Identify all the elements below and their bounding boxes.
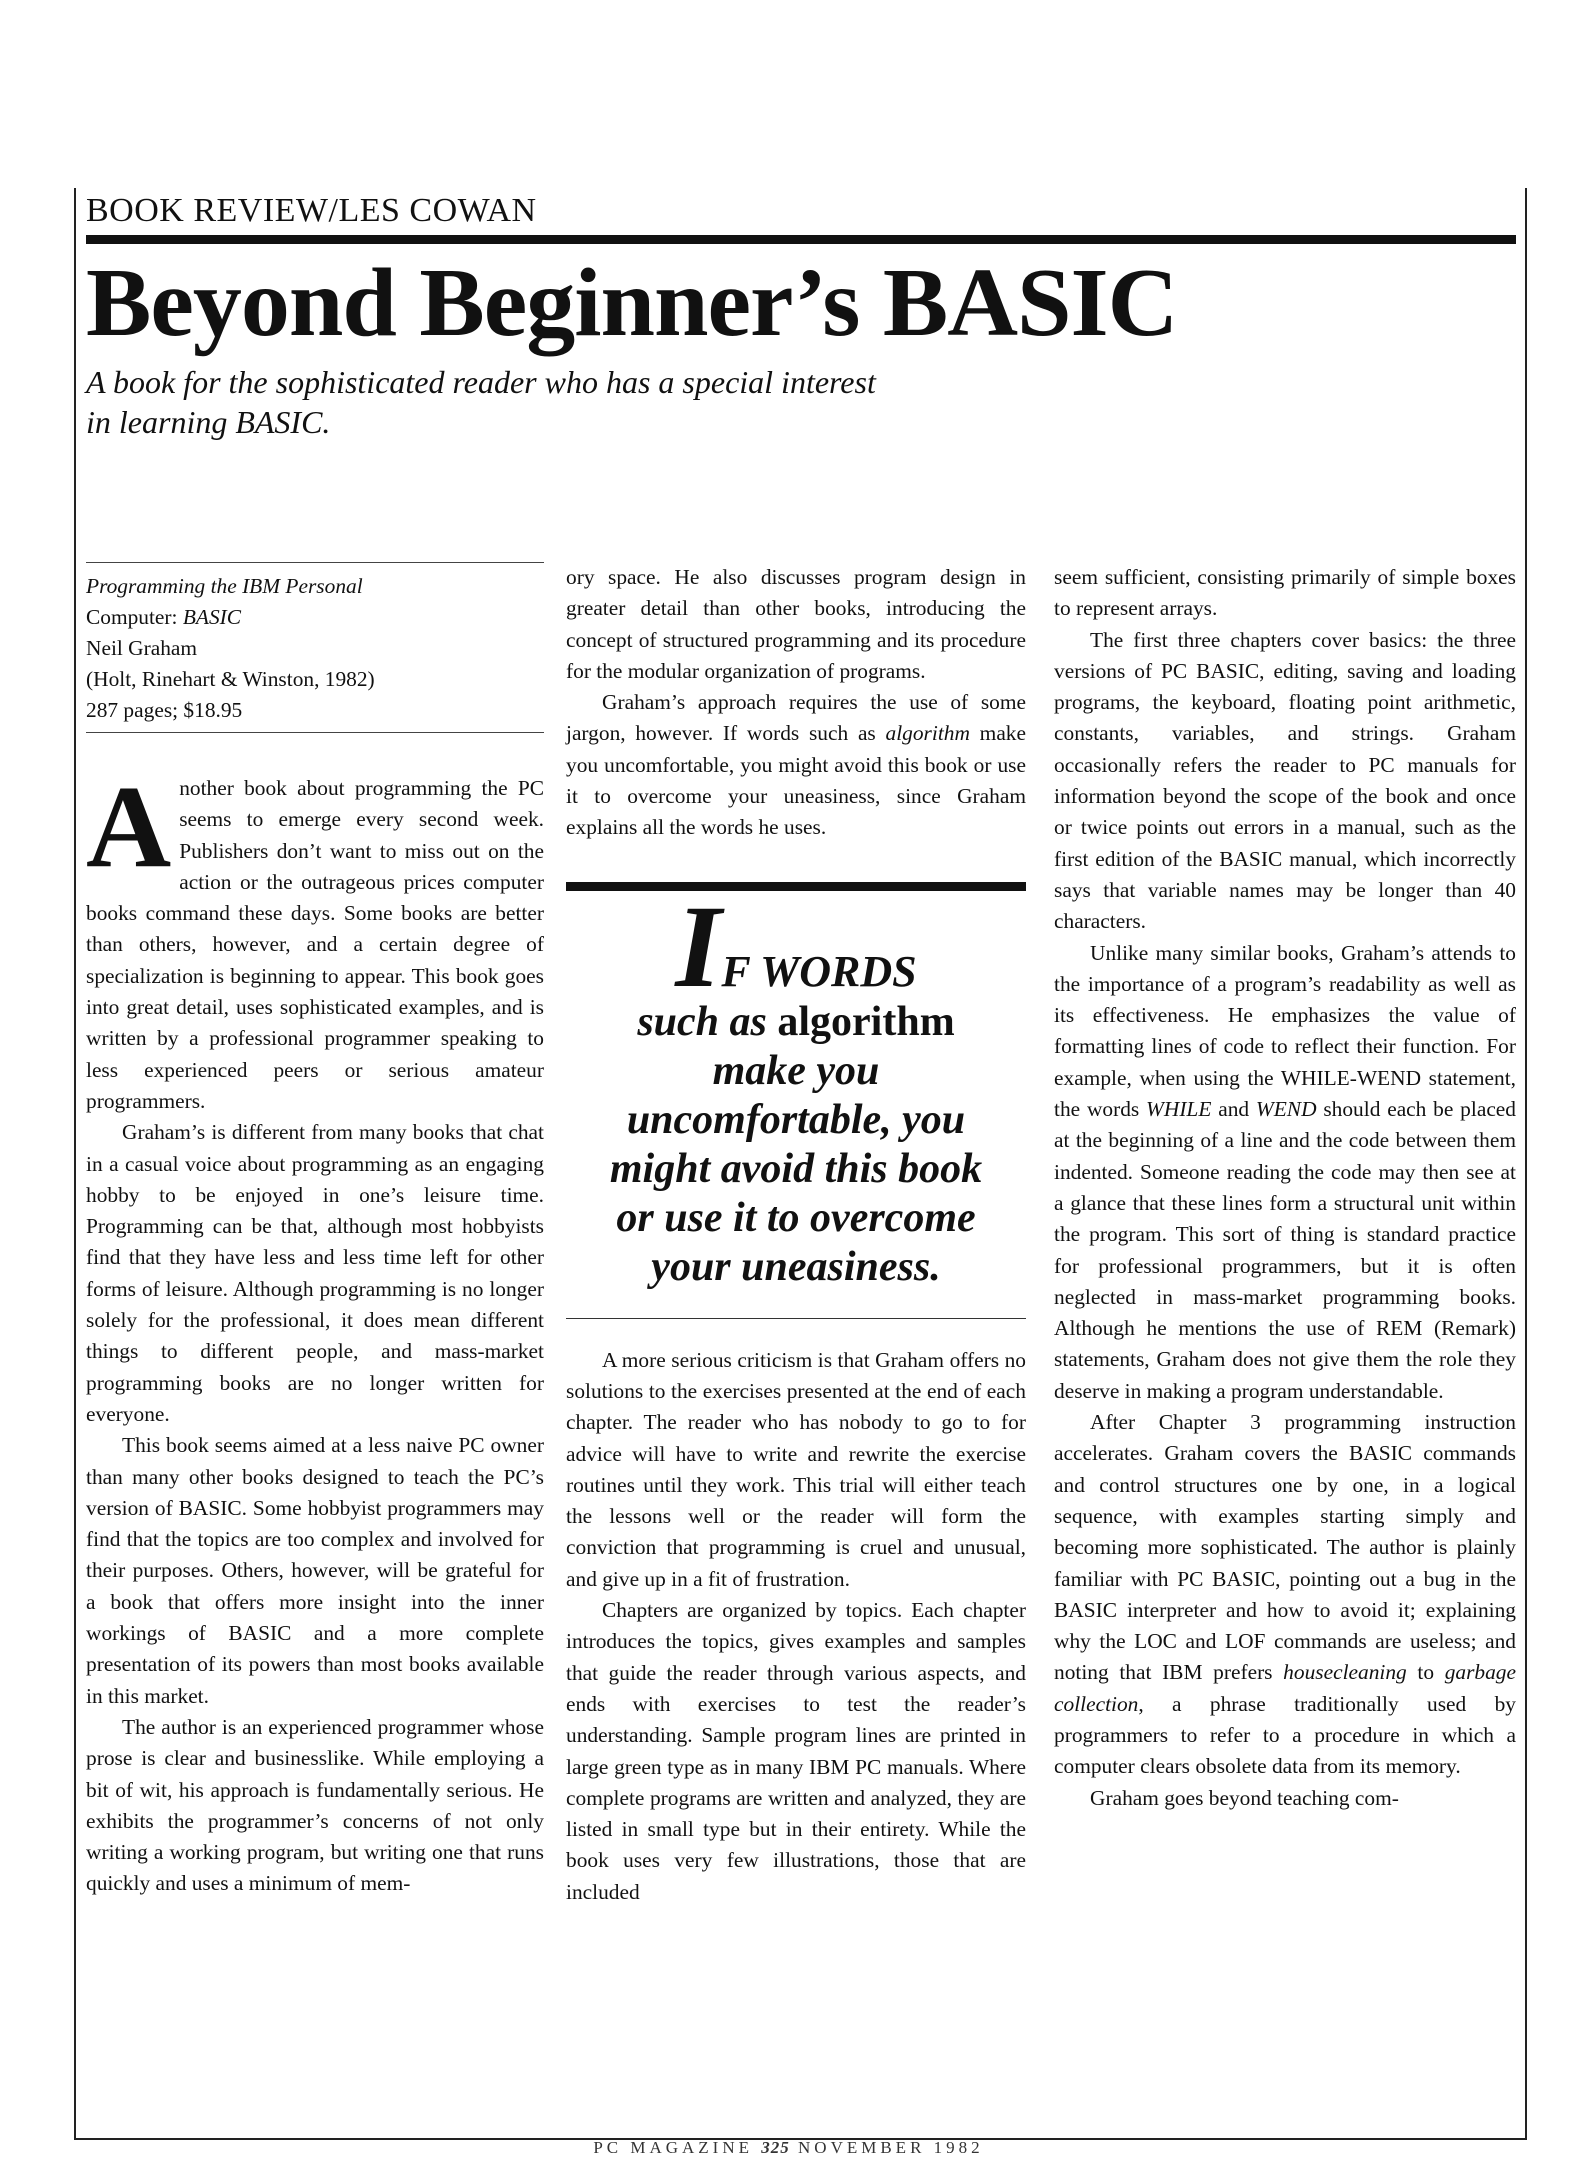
- pull-quote-cap: I: [675, 880, 722, 1012]
- col2-p2-b: make you uncomfortable, you might avoid this book or use it to overcome your uneasiness, since Graham explains all the words he uses.: [566, 721, 1027, 840]
- col3-paragraph-3: [1054, 938, 1516, 1407]
- page-footer: [0, 2138, 1577, 2158]
- deck-line-2: in learning BASIC.: [86, 404, 331, 440]
- header-rule: [86, 235, 1516, 244]
- col2-paragraph-1: ory space. He also discusses program design in greater detail than other books, introducing the concept of structured programming and its procedure for the modular organization of programs.: [566, 565, 1026, 683]
- book-title-italic: BASIC: [182, 605, 242, 629]
- footer-magazine: PC MAGAZINE: [593, 2138, 754, 2157]
- col3-p4-c: , a phrase traditionally used by programmers to refer to a procedure in which a computer clears obsolete data from its memory.: [1054, 1691, 1516, 1779]
- deck: [86, 362, 1086, 442]
- pull-quote-top-rule: [566, 882, 1026, 891]
- pull-quote-line-1: [566, 998, 1026, 1047]
- pull-quote-line-2: make you: [712, 1047, 880, 1094]
- col1-paragraph-4: The author is an experienced programmer whose prose is clear and businesslike. While employing a bit of wit, his approach is fundamentally serious. He exhibits the programmer’s concerns of not only writing a working program, but writing one that runs quickly and uses a minimum of mem-: [86, 1714, 544, 1896]
- book-title-line-2: [86, 602, 544, 633]
- col3-p4-italic-1: housecleaning: [1283, 1660, 1407, 1685]
- col3-p4-a: After Chapter 3 programming instruction accelerates. Graham covers the BASIC commands and control structures one by one, in a logical sequence, with examples starting simply and becoming more sophisticated. The author is plainly familiar with PC BASIC, pointing out a bug in the BASIC interpreter and how to avoid it; explaining why the LOC and LOF commands are useless; and noting that IBM prefers: [1054, 1410, 1516, 1685]
- section-label: BOOK REVIEW/LES COWAN: [86, 192, 537, 229]
- col1-paragraph-1-text: nother book about programming the PC seems to emerge every second week. Publishers don’t want to miss out on the action or the outrageous prices computer books command these days. Some books are better than others, however, and a certain degree of specialization is beginning to appear. This book goes into great detail, uses sophisticated examples, and is written by a professional programmer speaking to less experienced peers or serious amateur programmers.: [86, 776, 544, 1113]
- pull-quote-line-1a: such as: [637, 998, 778, 1045]
- col3-p3-b: and: [1211, 1097, 1256, 1122]
- book-author: Neil Graham: [86, 636, 198, 660]
- col2-paragraph-4: Chapters are organized by topics. Each chapter introduces the topics, gives examples and samples that guide the reader through various aspects, and ends with exercises to test the reader’s understanding. Sample program lines are printed in large green type as in many IBM PC manuals. Where complete programs are written and analyzed, they are listed in small type but in their entirety. While the book uses very few illustrations, those that are included: [566, 1598, 1026, 1904]
- pull-quote-line-5: or use it to overcome: [616, 1194, 976, 1241]
- headline: Beyond Beginner’s BASIC: [86, 249, 1178, 357]
- pull-quote-line-6: your uneasiness.: [651, 1243, 941, 1290]
- pull-quote-line-3: uncomfortable, you: [626, 1096, 966, 1143]
- col3-p4-italic-2: garbage collection: [1054, 1660, 1516, 1716]
- col3-paragraph-2: The first three chapters cover basics: the three versions of PC BASIC, editing, saving and loading programs, the keyboard, floating point arithmetic, constants, variables, and strings. Graham occasionally refers the reader to PC manuals for information beyond the scope of the book and once or twice points out errors in a manual, such as the first edition of the BASIC manual, which incorrectly says that variable names may be longer than 40 characters.: [1054, 627, 1516, 934]
- col2-p2-a: Graham’s approach requires the use of some jargon, however. If words such as: [566, 690, 1026, 746]
- pull-quote-line-1b: algorithm: [777, 998, 955, 1045]
- col3-p3-a: Unlike many similar books, Graham’s attends to the importance of a program’s readability as well as its effectiveness. He emphasizes the value of formatting lines of code to reflect their function. For example, when using the WHILE-WEND statement, the words: [1054, 940, 1516, 1122]
- col3-paragraph-1: seem sufficient, consisting primarily of simple boxes to represent arrays.: [1054, 565, 1516, 621]
- book-title-prefix: Computer:: [86, 605, 183, 629]
- book-title-line-1: Programming the IBM Personal: [86, 574, 363, 598]
- book-info-box: [86, 562, 544, 733]
- col2-paragraph-2: [566, 687, 1026, 843]
- col3-p3-italic-2: WEND: [1255, 1097, 1317, 1122]
- col1-paragraph-3: This book seems aimed at a less naive PC owner than many other books designed to teach the PC’s version of BASIC. Some hobbyist programmers may find that the topics are too complex and involved for their purposes. Others, however, will be grateful for a book that offers more insight into the inner workings of BASIC and a more complete presentation of its powers than most books available in this market.: [86, 1433, 544, 1708]
- footer-page-number: 325: [761, 2138, 790, 2157]
- pull-quote-bottom-rule: [566, 1318, 1026, 1319]
- pull-quote-line-4: might avoid this book: [609, 1145, 983, 1192]
- book-publisher: (Holt, Rinehart & Winston, 1982): [86, 667, 375, 691]
- pull-quote: [566, 882, 1026, 1319]
- deck-line-1: A book for the sophisticated reader who has a special interest: [86, 364, 876, 400]
- col1-paragraph-1: [86, 761, 544, 1117]
- col3-paragraph-4: [1054, 1407, 1516, 1783]
- footer-date: NOVEMBER 1982: [798, 2138, 984, 2157]
- pull-quote-head-text: F WORDS: [721, 946, 917, 996]
- column-2: [566, 562, 1026, 1908]
- col3-p3-c: should each be placed at the beginning of a line and the code between them indented. Someone reading the code may then see at a glance that these lines form a structural unit within the program. This sort of thing is standard practice for professional programmers, but it is often neglected in mass-market programming books. Although he mentions the use of REM (Remark) statements, Graham does not give them the role they deserve in making a program understandable.: [1054, 1097, 1516, 1403]
- col1-paragraph-2: Graham’s is different from many books that chat in a casual voice about programming as an engaging hobby to be enjoyed in one’s leisure time. Programming can be that, although most hobbyists find that they have less and less time left for other forms of leisure. Although programming is no longer solely for the professional, it does mean different things to different people, and mass-market programming books are no longer written for everyone.: [86, 1120, 544, 1426]
- col3-p4-b: to: [1406, 1660, 1445, 1685]
- col3-p3-italic-1: WHILE: [1146, 1097, 1212, 1122]
- col2-paragraph-3: A more serious criticism is that Graham offers no solutions to the exercises presented at the end of each chapter. The reader who has nobody to go to for advice will have to write and rewrite the exercise routines until they work. This trial will either teach the lessons well or the reader will form the conviction that programming is cruel and unusual, and give up in a fit of frustration.: [566, 1347, 1026, 1591]
- drop-cap: A: [86, 761, 172, 892]
- column-3: [1054, 562, 1516, 1814]
- pull-quote-head: [566, 880, 1026, 1012]
- col3-paragraph-5: Graham goes beyond teaching com-: [1090, 1785, 1399, 1810]
- column-1: [86, 562, 544, 1900]
- book-pages-price: 287 pages; $18.95: [86, 698, 243, 722]
- col2-p2-italic: algorithm: [885, 721, 970, 746]
